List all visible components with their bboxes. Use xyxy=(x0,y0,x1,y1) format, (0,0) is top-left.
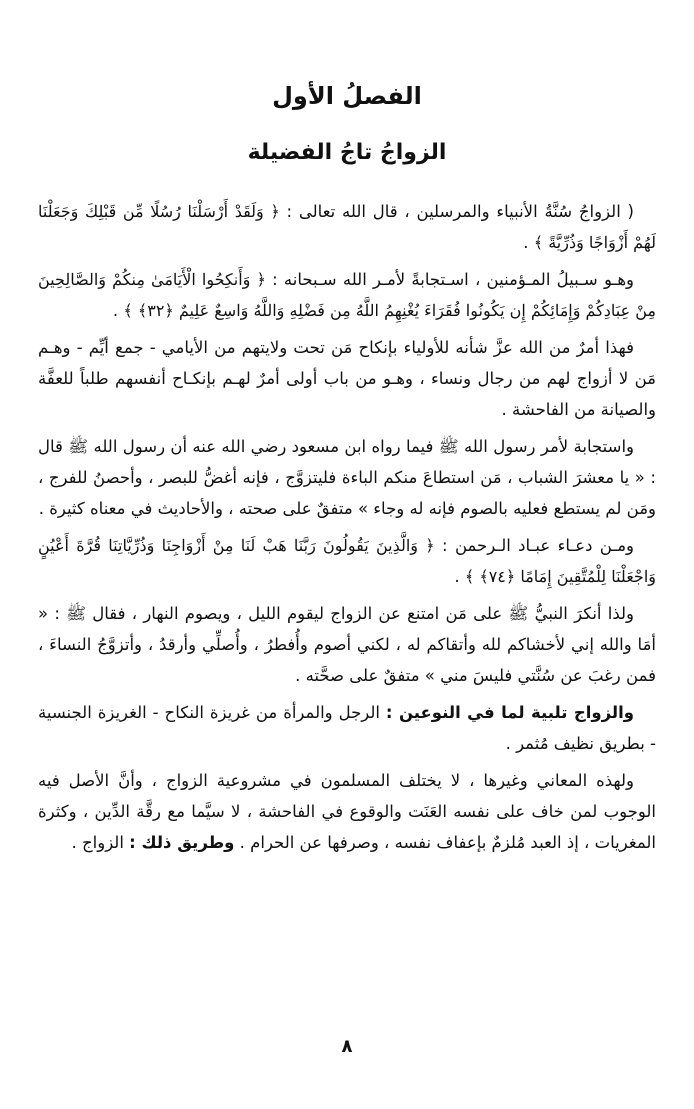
paragraph-7-text: الرجل والمرأة من غريزة النكاح - الغريزة الجنسية - بطريق نظيف مُثمر . xyxy=(38,703,656,753)
section-title: الزواجُ تاجُ الفضيلة xyxy=(247,140,447,165)
chapter-title: الفصلُ الأول xyxy=(272,82,422,110)
paragraph-8-tail: الزواج . xyxy=(71,833,130,852)
paragraph-5-tail: . xyxy=(454,567,465,586)
document-page xyxy=(38,0,656,1109)
paragraph-7 xyxy=(38,697,656,759)
quran-verse-2: ﴿ وَأَنكِحُوا الْأَيَامَىٰ مِنكُمْ وَالصَّالِحِينَ مِنْ عِبَادِكُمْ وَإِمَائِكُمْ إِن يَكُونُوا فُقَرَاءَ يُغْنِهِمُ اللَّهُ مِن فَضْلِهِ وَاللَّهُ وَاسِعٌ عَلِيمٌ ﴿٣٢﴾ ﴾ xyxy=(38,270,656,320)
paragraph-8-bold-tail: وطريق ذلك : xyxy=(129,833,235,852)
body-text xyxy=(38,196,656,864)
quran-verse-3: ﴿ وَالَّذِينَ يَقُولُونَ رَبَّنَا هَبْ لَنَا مِنْ أَزْوَاجِنَا وَذُرِّيَّاتِنَا قُرَّةَ أَعْيُنٍ وَاجْعَلْنَا لِلْمُتَّقِينَ إِمَامًا ﴿٧٤﴾ ﴾ xyxy=(38,536,656,586)
paragraph-5-text: ومـن دعـاء عبـاد الـرحمن : xyxy=(434,536,634,555)
paragraph-5 xyxy=(38,530,656,592)
paragraph-2 xyxy=(38,264,656,326)
paragraph-2-text: وهـو سـبيلُ المـؤمنين ، اسـتجابةً لأمـر الله سـبحانه : xyxy=(265,270,635,289)
paragraph-1 xyxy=(38,196,656,258)
paragraph-6: ولذا أنكرَ النبيُّ ﷺ على مَن امتنع عن الزواج ليقوم الليل ، ويصوم النهار ، فقال ﷺ : « أمَا والله إني لأخشاكم لله وأتقاكم له ، لكني أصوم وأُفطرُ ، وأُصلِّي وأرقدُ ، وأتزوَّجُ النساءَ ، فمن رغبَ عن سُنَّتي فليسَ مني » متفقٌ على صحَّته . xyxy=(38,604,656,685)
quran-verse-1: ﴿ وَلَقَدْ أَرْسَلْنَا رُسُلًا مِّن قَبْلِكَ وَجَعَلْنَا لَهُمْ أَزْوَاجًا وَذُرِّيَّةً ﴾ xyxy=(38,202,656,252)
paragraph-3: فهذا أمرٌ من الله عزَّ شأنه للأولياء بإنكاح مَن تحت ولايتهم من الأيامي - جمع أيِّم - وهـم مَن لا أزواج لهم من رجال ونساء ، وهـو من باب أولى أمرٌ لهـم بإنكـاح أنفسهم طلباً للعفَّة والصيانة من الفاحشة . xyxy=(38,338,656,419)
paragraph-8 xyxy=(38,765,656,858)
paragraph-1-tail: . xyxy=(523,233,534,252)
paragraph-4: واستجابة لأمر رسول الله ﷺ فيما رواه ابن مسعود رضي الله عنه أن رسول الله ﷺ قال : « يا معشرَ الشباب ، مَن استطاعَ منكم الباءة فليتزوَّج ، فإنه أغضُّ للبصر ، وأحصنُ للفرج ، ومَن لم يستطع فعليه بالصوم فإنه له وجاء » متفقٌ على صحته ، والأحاديث في معناه كثيرة . xyxy=(38,437,656,518)
paragraph-7-bold-lead: والزواج تلبية لما في النوعين : xyxy=(385,703,634,722)
paragraph-8-text: ولهذه المعاني وغيرها ، لا يختلف المسلمون في مشروعية الزواج ، وأنَّ الأصل فيه الوجوب لمن خاف على نفسه العَنَت والوقوع في الفاحشة ، لا سيَّما مع رقَّة الدِّين ، وكثرة المغريات ، إذ العبد مُلزمٌ بإعفاف نفسه ، وصرفها عن الحرام . xyxy=(38,771,656,852)
paragraph-2-tail: . xyxy=(112,301,124,320)
page-number: ٨ xyxy=(341,1036,353,1057)
paragraph-1-text: ( الزواجُ سُنَّةُ الأنبياء والمرسلين ، قال الله تعالى : xyxy=(279,202,634,221)
